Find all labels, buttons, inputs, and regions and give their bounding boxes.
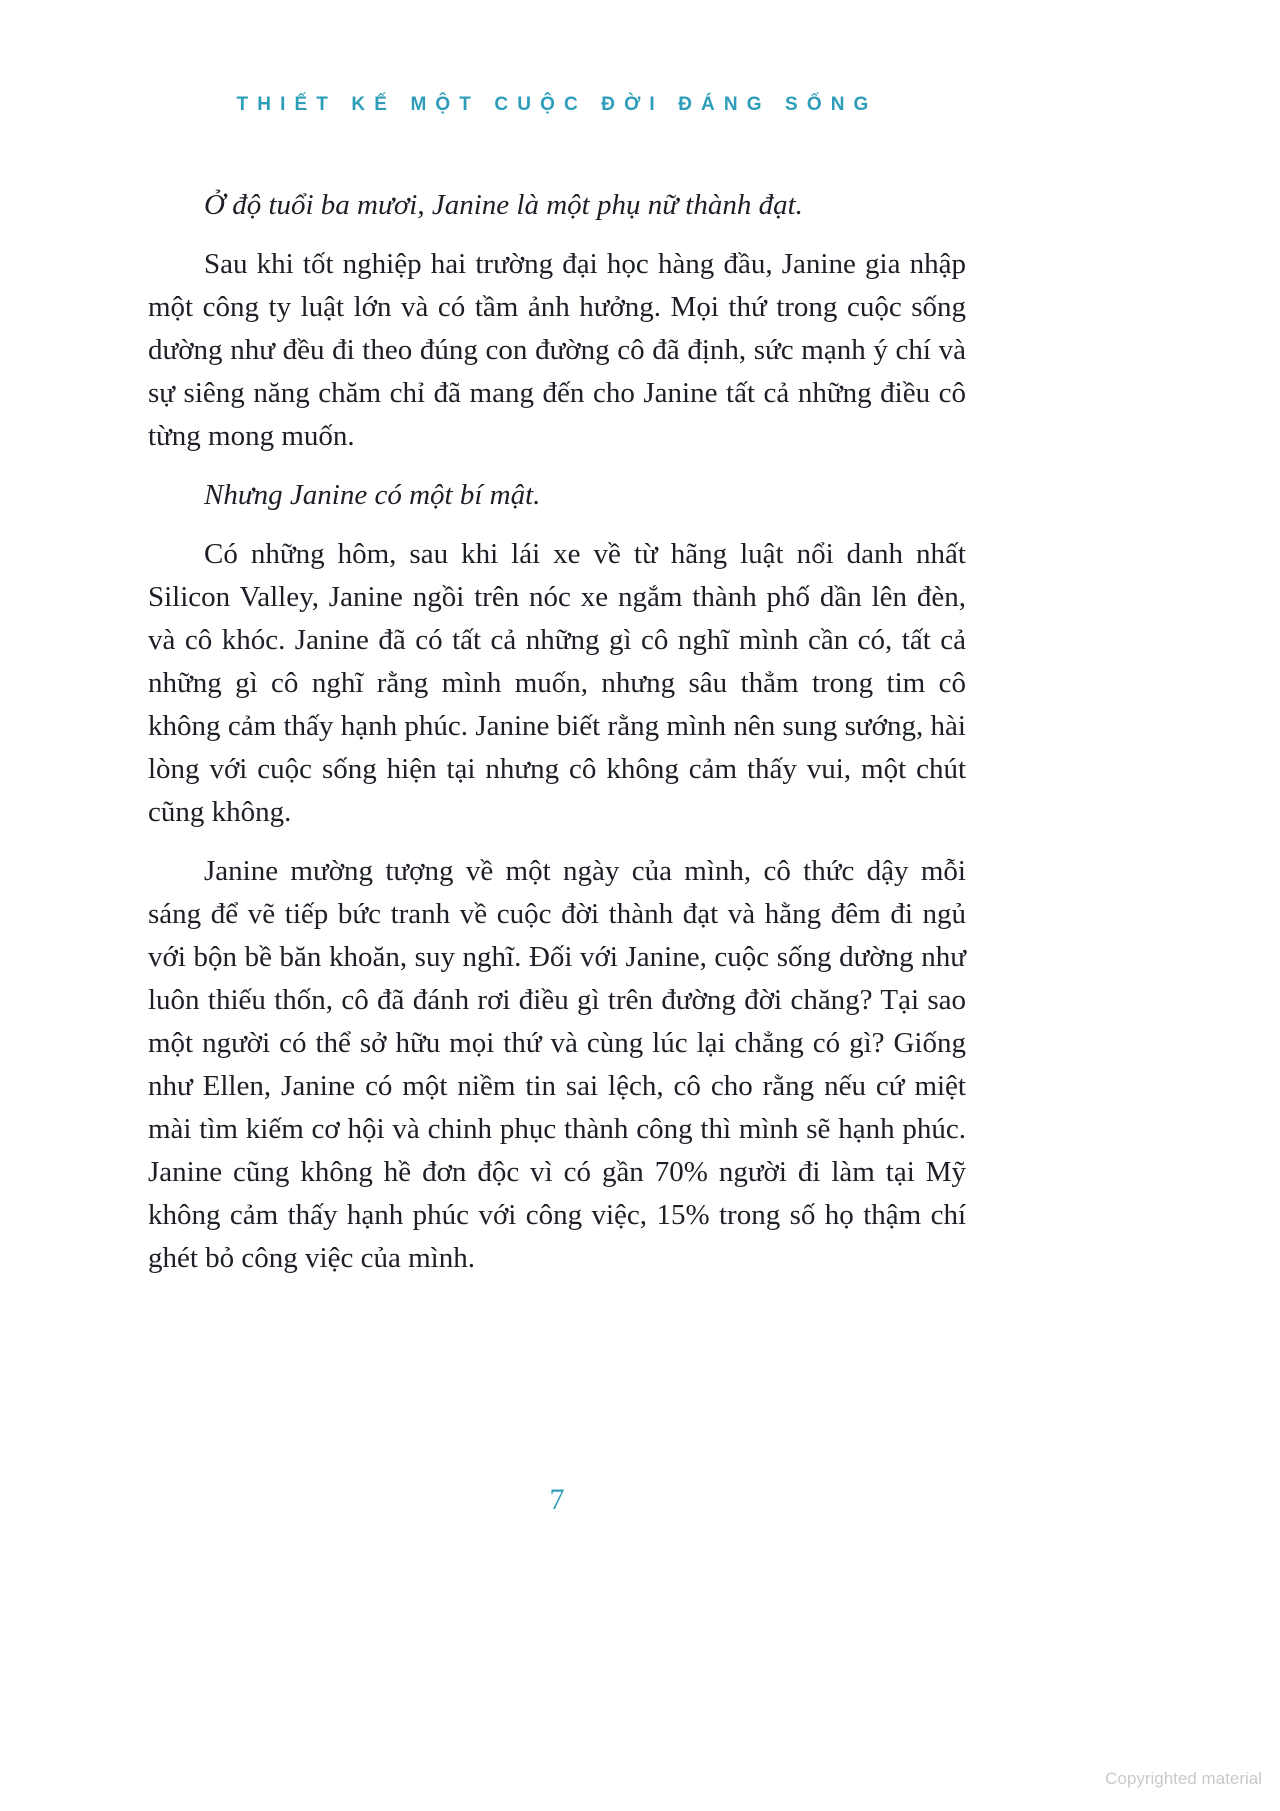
page-body [148, 0, 966, 1811]
copyright-watermark: Copyrighted material [1105, 1769, 1262, 1788]
paragraph: Có những hôm, sau khi lái xe về từ hãng luật nổi danh nhất Silicon Valley, Janine ngồi trên nóc xe ngắm thành phố dần lên đèn, và cô khóc. Janine đã có tất cả những gì cô nghĩ mình cần có, tất cả những gì cô nghĩ rằng mình muốn, nhưng sâu thẳm trong tim cô không cảm thấy hạnh phúc. Janine biết rằng mình nên sung sướng, hài lòng với cuộc sống hiện tại nhưng cô không cảm thấy vui, một chút cũng không. [148, 538, 966, 828]
paragraph-italic-secret: Nhưng Janine có một bí mật. [204, 479, 541, 511]
paragraph: Sau khi tốt nghiệp hai trường đại học hàng đầu, Janine gia nhập một công ty luật lớn và có tầm ảnh hưởng. Mọi thứ trong cuộc sống dường như đều đi theo đúng con đường cô đã định, sức mạnh ý chí và sự siêng năng chăm chỉ đã mang đến cho Janine tất cả những điều cô từng mong muốn. [148, 248, 966, 452]
running-header: THIẾT KẾ MỘT CUỘC ĐỜI ĐÁNG SỐNG [236, 94, 878, 115]
paragraph: Janine mường tượng về một ngày của mình, cô thức dậy mỗi sáng để vẽ tiếp bức tranh về cuộc đời thành đạt và hằng đêm đi ngủ với bộn bề băn khoăn, suy nghĩ. Đối với Janine, cuộc sống dường như luôn thiếu thốn, cô đã đánh rơi điều gì trên đường đời chăng? Tại sao một người có thể sở hữu mọi thứ và cùng lúc lại chẳng có gì? Giống như Ellen, Janine có một niềm tin sai lệch, cô cho rằng nếu cứ miệt mài tìm kiếm cơ hội và chinh phục thành công thì mình sẽ hạnh phúc. Janine cũng không hề đơn độc vì có gần 70% người đi làm tại Mỹ không cảm thấy hạnh phúc với công việc, 15% trong số họ thậm chí ghét bỏ công việc của mình. [148, 855, 966, 1274]
body-text [148, 184, 966, 1280]
paragraph-italic-intro: Ở độ tuổi ba mươi, Janine là một phụ nữ thành đạt. [204, 189, 803, 221]
page-number: 7 [549, 1483, 565, 1516]
